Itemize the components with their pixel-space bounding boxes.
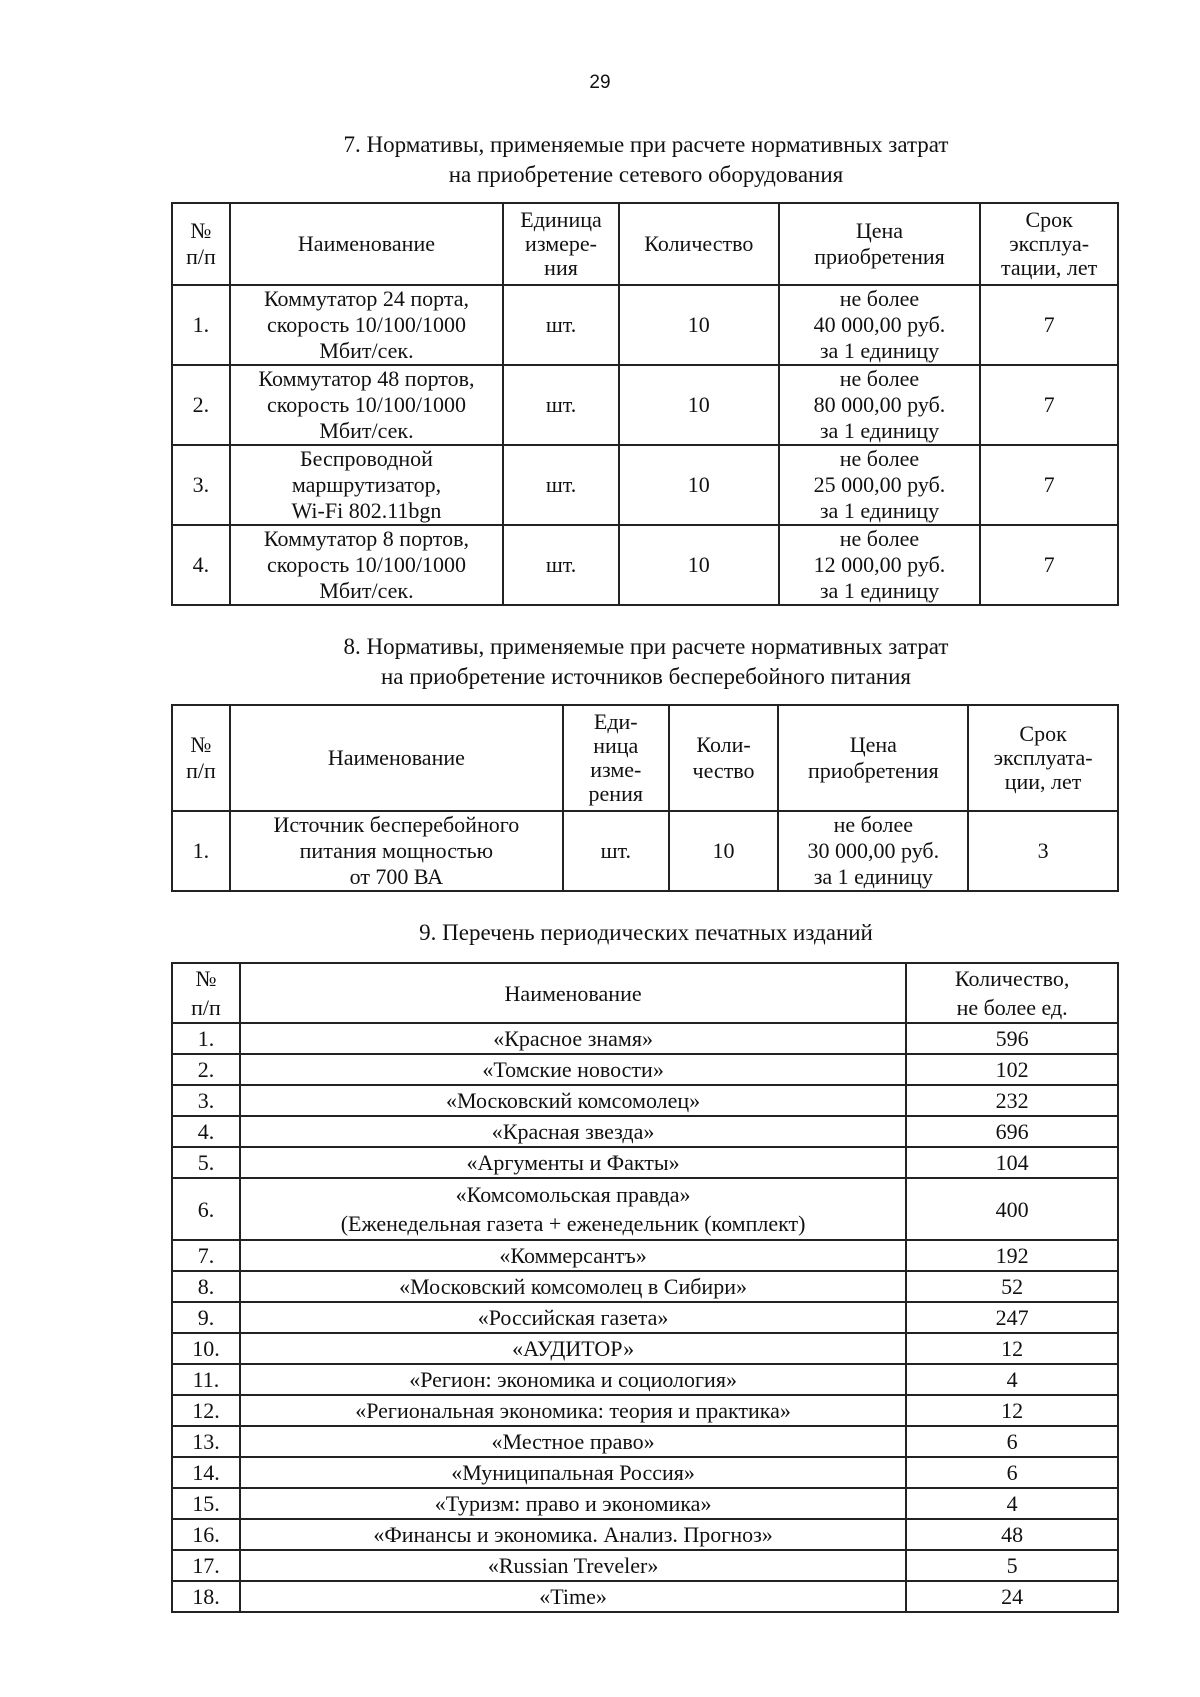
cell-name: «Местное право» xyxy=(240,1426,906,1457)
cell-num: 1. xyxy=(172,1023,240,1054)
cell-qty: 10 xyxy=(669,811,779,891)
cell-num: 13. xyxy=(172,1426,240,1457)
cell-num: 1. xyxy=(172,811,230,891)
cell-name: «Регион: экономика и социология» xyxy=(240,1364,906,1395)
cell-num: 1. xyxy=(172,285,230,365)
cell-term: 7 xyxy=(980,285,1118,365)
cell-num: 2. xyxy=(172,1054,240,1085)
header-qty: Количество xyxy=(619,203,779,285)
section-7-title-line-2: на приобретение сетевого оборудования xyxy=(448,162,844,187)
table-row xyxy=(172,1364,1118,1395)
cell-num: 15. xyxy=(172,1488,240,1519)
cell-num: 8. xyxy=(172,1271,240,1302)
cell-num: 17. xyxy=(172,1550,240,1581)
table-row xyxy=(172,1457,1118,1488)
cell-name: Коммутатор 48 портов, скорость 10/100/1000 Мбит/сек. xyxy=(230,365,503,445)
page-number: 29 xyxy=(589,72,611,93)
cell-num: 2. xyxy=(172,365,230,445)
cell-qty: 4 xyxy=(906,1488,1118,1519)
cell-name: «Time» xyxy=(240,1581,906,1612)
header-term: Срок эксплуа- тации, лет xyxy=(980,203,1118,285)
table-row xyxy=(172,1271,1118,1302)
network-equipment-table xyxy=(171,202,1119,606)
header-price: Цена приобретения xyxy=(778,705,968,811)
cell-name: «Муниципальная Россия» xyxy=(240,1457,906,1488)
cell-qty: 104 xyxy=(906,1147,1118,1178)
header-term: Срок эксплуата- ции, лет xyxy=(968,705,1118,811)
cell-num: 6. xyxy=(172,1178,240,1240)
table-row xyxy=(172,1395,1118,1426)
cell-name: Беспроводной маршрутизатор, Wi-Fi 802.11bgn xyxy=(230,445,503,525)
cell-unit: шт. xyxy=(503,445,619,525)
header-name: Наименование xyxy=(240,963,906,1023)
cell-name: «Аргументы и Факты» xyxy=(240,1147,906,1178)
header-num: № п/п xyxy=(172,705,230,811)
header-qty: Количество, не более ед. xyxy=(906,963,1118,1023)
section-8-title-line-2: на приобретение источников бесперебойного питания xyxy=(381,664,911,689)
table-row xyxy=(172,1302,1118,1333)
header-name: Наименование xyxy=(230,705,563,811)
cell-unit: шт. xyxy=(563,811,669,891)
cell-unit: шт. xyxy=(503,285,619,365)
cell-qty: 102 xyxy=(906,1054,1118,1085)
cell-name: «Томские новости» xyxy=(240,1054,906,1085)
cell-term: 3 xyxy=(968,811,1118,891)
periodicals-table xyxy=(171,962,1119,1613)
cell-qty: 12 xyxy=(906,1333,1118,1364)
cell-name: «Московский комсомолец в Сибири» xyxy=(240,1271,906,1302)
cell-name: Коммутатор 24 порта, скорость 10/100/1000 Мбит/сек. xyxy=(230,285,503,365)
section-8-title xyxy=(173,632,1119,692)
table-row xyxy=(172,811,1118,891)
section-9-title-line: 9. Перечень периодических печатных изданий xyxy=(419,920,873,945)
cell-qty: 247 xyxy=(906,1302,1118,1333)
cell-price: не более 40 000,00 руб. за 1 единицу xyxy=(779,285,981,365)
cell-term: 7 xyxy=(980,365,1118,445)
header-num: № п/п xyxy=(172,203,230,285)
cell-name: «Красное знамя» xyxy=(240,1023,906,1054)
cell-num: 9. xyxy=(172,1302,240,1333)
table-row xyxy=(172,1147,1118,1178)
cell-qty: 12 xyxy=(906,1395,1118,1426)
cell-price: не более 30 000,00 руб. за 1 единицу xyxy=(778,811,968,891)
cell-name: «Коммерсантъ» xyxy=(240,1240,906,1271)
table-row xyxy=(172,365,1118,445)
cell-num: 10. xyxy=(172,1333,240,1364)
header-name: Наименование xyxy=(230,203,503,285)
cell-qty: 400 xyxy=(906,1178,1118,1240)
header-unit: Единица измере- ния xyxy=(503,203,619,285)
cell-num: 4. xyxy=(172,1116,240,1147)
cell-num: 12. xyxy=(172,1395,240,1426)
cell-num: 16. xyxy=(172,1519,240,1550)
section-7-title-line-1: 7. Нормативы, применяемые при расчете нормативных затрат xyxy=(343,132,949,157)
cell-qty: 596 xyxy=(906,1023,1118,1054)
cell-num: 4. xyxy=(172,525,230,605)
table-row xyxy=(172,525,1118,605)
section-7-title xyxy=(173,130,1119,190)
cell-term: 7 xyxy=(980,525,1118,605)
cell-name: Коммутатор 8 портов, скорость 10/100/1000 Мбит/сек. xyxy=(230,525,503,605)
table-header-row xyxy=(172,203,1118,285)
section-8-title-line-1: 8. Нормативы, применяемые при расчете нормативных затрат xyxy=(343,634,949,659)
cell-num: 3. xyxy=(172,1085,240,1116)
table-row xyxy=(172,1581,1118,1612)
section-9-title xyxy=(173,918,1119,948)
cell-qty: 6 xyxy=(906,1457,1118,1488)
cell-price: не более 80 000,00 руб. за 1 единицу xyxy=(779,365,981,445)
cell-qty: 10 xyxy=(619,285,779,365)
header-unit: Еди- ница изме- рения xyxy=(563,705,669,811)
ups-table xyxy=(171,704,1119,892)
cell-name: «АУДИТОР» xyxy=(240,1333,906,1364)
cell-name: «Russian Treveler» xyxy=(240,1550,906,1581)
cell-name: Источник бесперебойного питания мощностью от 700 ВА xyxy=(230,811,563,891)
cell-qty: 48 xyxy=(906,1519,1118,1550)
table-header-row xyxy=(172,963,1118,1023)
cell-qty: 696 xyxy=(906,1116,1118,1147)
header-price: Цена приобретения xyxy=(779,203,981,285)
table-row xyxy=(172,1550,1118,1581)
cell-qty: 6 xyxy=(906,1426,1118,1457)
cell-qty: 5 xyxy=(906,1550,1118,1581)
cell-name: «Региональная экономика: теория и практика» xyxy=(240,1395,906,1426)
cell-num: 5. xyxy=(172,1147,240,1178)
table-row xyxy=(172,1023,1118,1054)
cell-name: «Туризм: право и экономика» xyxy=(240,1488,906,1519)
table-row xyxy=(172,1085,1118,1116)
cell-num: 11. xyxy=(172,1364,240,1395)
cell-num: 7. xyxy=(172,1240,240,1271)
table-row xyxy=(172,1519,1118,1550)
cell-name: «Российская газета» xyxy=(240,1302,906,1333)
cell-qty: 232 xyxy=(906,1085,1118,1116)
table-row xyxy=(172,1054,1118,1085)
cell-term: 7 xyxy=(980,445,1118,525)
table-row xyxy=(172,285,1118,365)
table-row xyxy=(172,445,1118,525)
cell-name: «Красная звезда» xyxy=(240,1116,906,1147)
table-row xyxy=(172,1488,1118,1519)
cell-price: не более 25 000,00 руб. за 1 единицу xyxy=(779,445,981,525)
cell-qty: 52 xyxy=(906,1271,1118,1302)
table-row xyxy=(172,1178,1118,1240)
cell-name: «Московский комсомолец» xyxy=(240,1085,906,1116)
cell-num: 18. xyxy=(172,1581,240,1612)
cell-num: 3. xyxy=(172,445,230,525)
table-row xyxy=(172,1426,1118,1457)
table-row xyxy=(172,1240,1118,1271)
cell-qty: 10 xyxy=(619,365,779,445)
cell-unit: шт. xyxy=(503,525,619,605)
header-num: № п/п xyxy=(172,963,240,1023)
cell-qty: 192 xyxy=(906,1240,1118,1271)
cell-price: не более 12 000,00 руб. за 1 единицу xyxy=(779,525,981,605)
table-row xyxy=(172,1333,1118,1364)
cell-num: 14. xyxy=(172,1457,240,1488)
cell-name: «Финансы и экономика. Анализ. Прогноз» xyxy=(240,1519,906,1550)
table-row xyxy=(172,1116,1118,1147)
cell-qty: 4 xyxy=(906,1364,1118,1395)
cell-unit: шт. xyxy=(503,365,619,445)
cell-name: «Комсомольская правда» (Еженедельная газета + еженедельник (комплект) xyxy=(240,1178,906,1240)
header-qty: Коли- чество xyxy=(669,705,779,811)
cell-qty: 10 xyxy=(619,445,779,525)
cell-qty: 10 xyxy=(619,525,779,605)
table-header-row xyxy=(172,705,1118,811)
cell-qty: 24 xyxy=(906,1581,1118,1612)
